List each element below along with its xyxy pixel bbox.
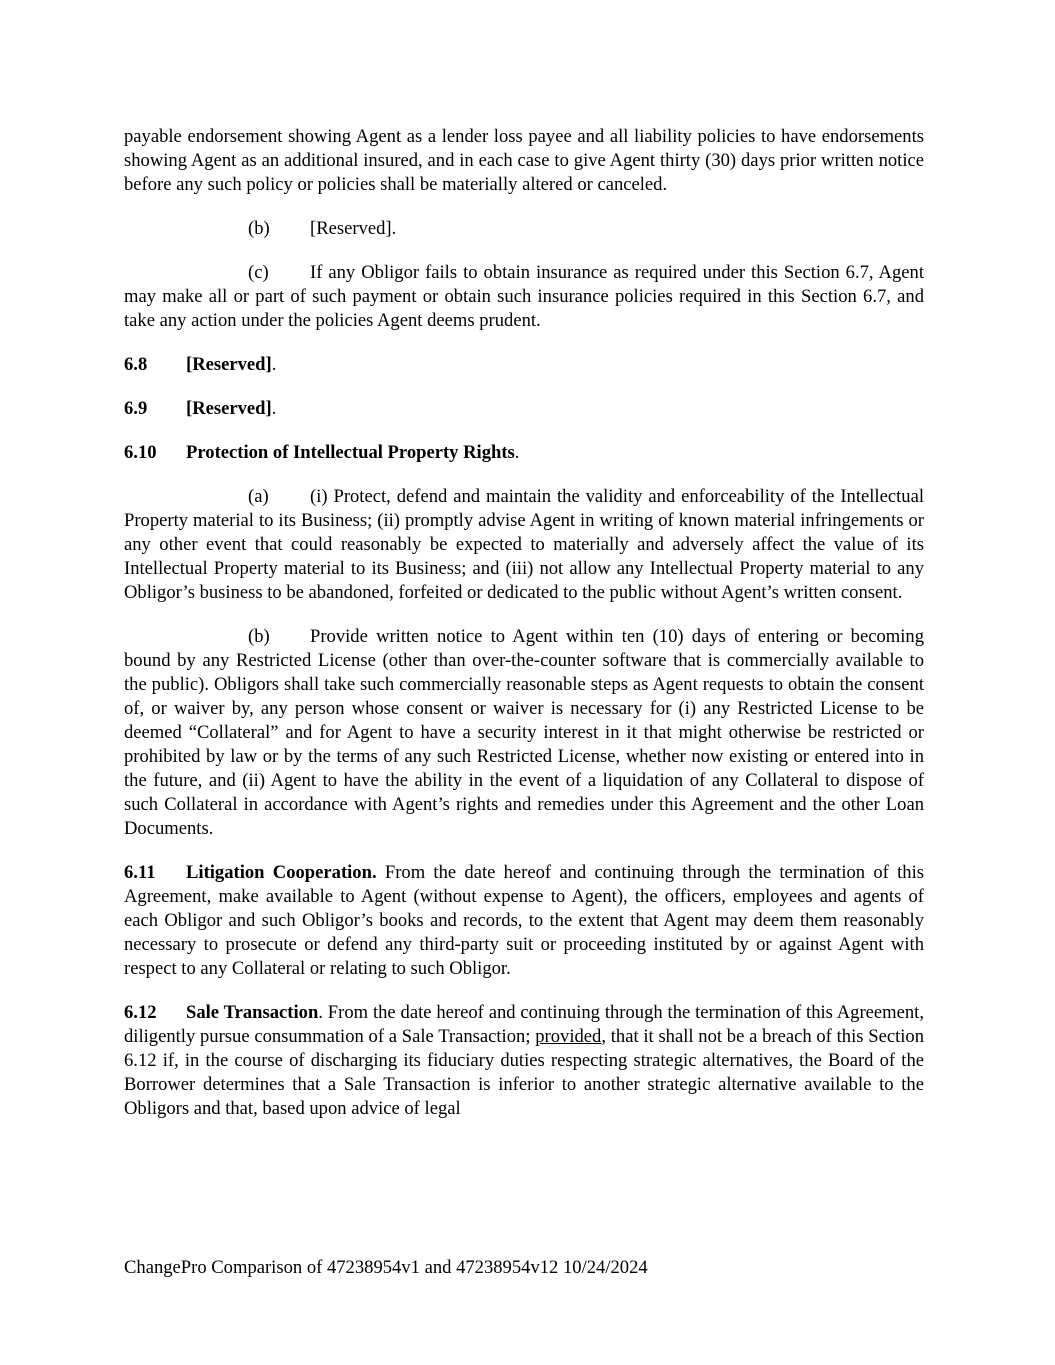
clause-label: (b) <box>248 218 270 239</box>
clause-label: (b) <box>248 626 270 647</box>
clause-text: If any Obligor fails to obtain insurance as required under this Section 6.7, Agent may make all or part of such payment or obtain such insurance policies required in this Section 6.7, and take any action under the policies Agent deems prudent. <box>124 262 924 331</box>
section-number: 6.10 <box>124 442 157 463</box>
section-end: . <box>514 442 520 463</box>
section-end: . <box>271 398 277 419</box>
clause-label: (a) <box>248 486 269 507</box>
provided-term: provided <box>535 1026 602 1047</box>
section-number: 6.8 <box>124 354 148 375</box>
section-6-11 <box>124 861 924 981</box>
section-text-continued: , that it shall not be a breach of this Section 6.12 if, in the course of discharging its fiduciary duties respecting strategic alternatives, the Board of the Borrower determines that a Sale Transaction is inferior to another strategic alternative available to the Obligors and that, based upon advice of legal <box>124 1026 924 1119</box>
section-number: 6.9 <box>124 398 148 419</box>
clause-label: (c) <box>248 262 269 283</box>
clause-text: (i) Protect, defend and maintain the validity and enforceability of the Intellectual Property material to its Business; (ii) promptly advise Agent in writing of known material infringements or any other event that could reasonably be expected to materially and adversely affect the value of its Intellectual Property material to its Business; and (iii) not allow any Intellectual Property material to any Obligor’s business to be abandoned, forfeited or dedicated to the public without Agent’s written consent. <box>124 486 924 603</box>
section-end: . <box>271 354 277 375</box>
clause-6-10-a <box>124 485 924 605</box>
page-footer: ChangePro Comparison of 47238954v1 and 47238954v12 10/24/2024 <box>124 1257 648 1278</box>
section-title: Sale Transaction <box>186 1002 319 1023</box>
section-text: From the date hereof and continuing through the termination of this Agreement, make available to Agent (without expense to Agent), the officers, employees and agents of each Obligor and such Obligor’s books and records, to the extent that Agent may deem them reasonably necessary to prosecute or defend any third-party suit or proceeding instituted by or against Agent with respect to any Collateral or relating to such Obligor. <box>124 862 924 979</box>
document-page <box>124 125 924 1121</box>
section-text: . From the date hereof and continuing through the termination of this Agreement, diligently pursue consummation of a Sale Transaction; <box>124 1002 924 1047</box>
clause-b-reserved <box>124 217 924 241</box>
clause-text: Provide written notice to Agent within ten (10) days of entering or becoming bound by any Restricted License (other than over-the-counter software that is commercially available to the public). Obligors shall take such commercially reasonable steps as Agent requests to obtain the consent of, or waiver by, any person whose consent or waiver is necessary for (i) any Restricted License to be deemed “Collateral” and for Agent to have a security interest in it that might otherwise be restricted or prohibited by law or by the terms of any such Restricted License, whether now existing or entered into in the future, and (ii) Agent to have the ability in the event of a liquidation of any Collateral to dispose of such Collateral in accordance with Agent’s rights and remedies under this Agreement and the other Loan Documents. <box>124 626 924 839</box>
section-title: [Reserved] <box>186 354 272 375</box>
section-6-9 <box>124 397 924 421</box>
paragraph-insurance-continued: payable endorsement showing Agent as a lender loss payee and all liability policies to have endorsements showing Agent as an additional insured, and in each case to give Agent thirty (30) days prior written notice before any such policy or policies shall be materially altered or canceled. <box>124 126 924 195</box>
clause-6-10-b <box>124 625 924 841</box>
clause-text: [Reserved]. <box>310 218 397 239</box>
section-6-8 <box>124 353 924 377</box>
section-number: 6.12 <box>124 1002 157 1023</box>
section-6-12 <box>124 1001 924 1121</box>
clause-c-insurance <box>124 261 924 333</box>
section-title: Protection of Intellectual Property Rights <box>186 442 515 463</box>
section-title: Litigation Cooperation. <box>186 862 377 883</box>
section-number: 6.11 <box>124 862 156 883</box>
section-6-10-heading <box>124 441 924 465</box>
section-title: [Reserved] <box>186 398 272 419</box>
